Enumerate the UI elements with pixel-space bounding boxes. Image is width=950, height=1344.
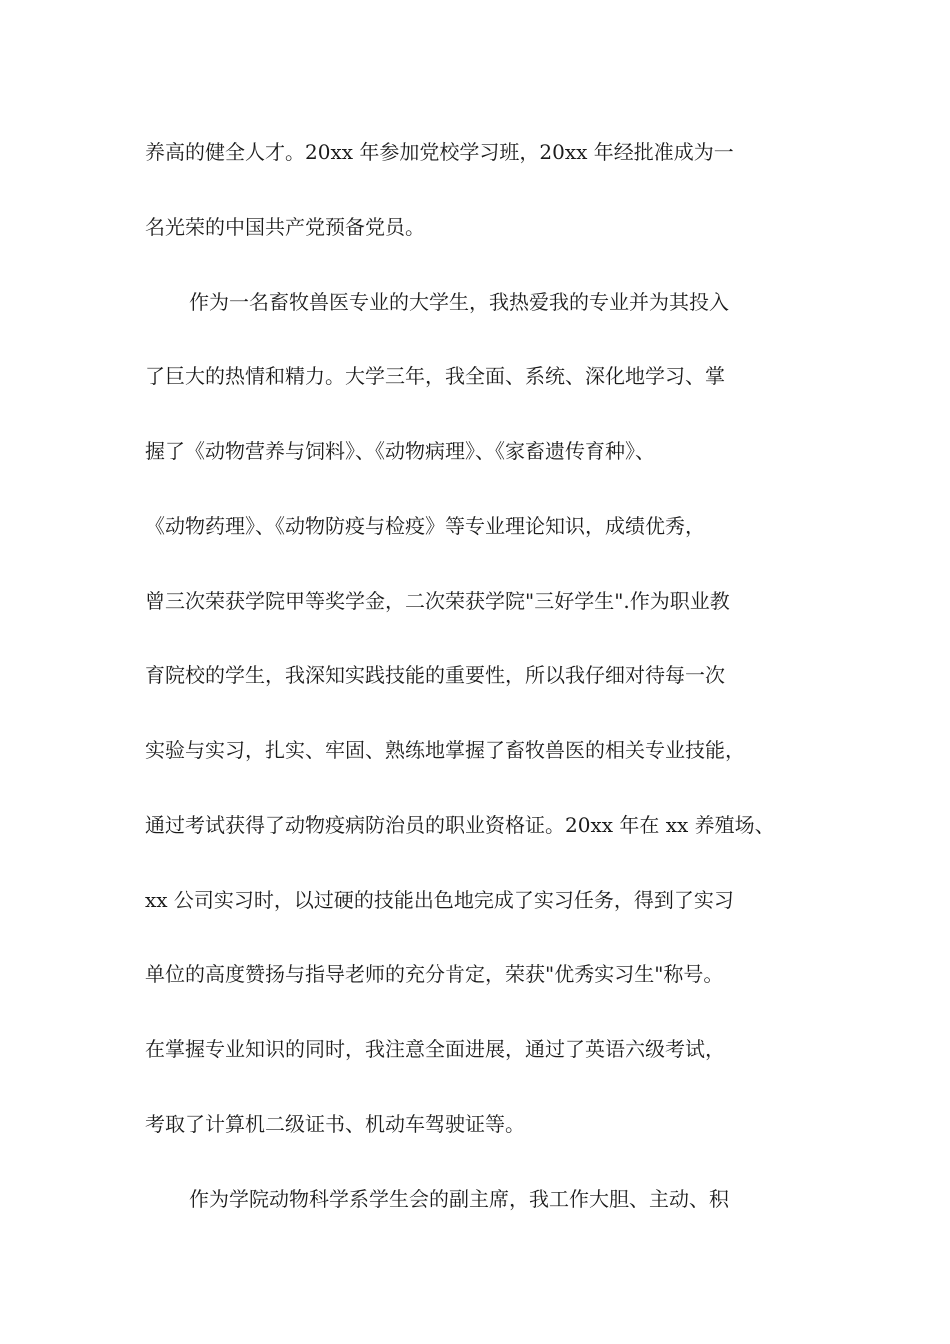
- text-line-13: 在掌握专业知识的同时，我注意全面进展，通过了英语六级考试，: [145, 1037, 725, 1061]
- text-line-10: 通过考试获得了动物疫病防治员的职业资格证。20xx 年在 xx 养殖场、: [145, 813, 775, 837]
- text-line-7: 曾三次荣获学院甲等奖学金，二次荣获学院"三好学生".作为职业教: [145, 589, 730, 613]
- text-line-15: 作为学院动物科学系学生会的副主席，我工作大胆、主动、积: [189, 1187, 729, 1211]
- text-line-9: 实验与实习，扎实、牢固、熟练地掌握了畜牧兽医的相关专业技能，: [145, 738, 745, 762]
- text-line-11: xx 公司实习时，以过硬的技能出色地完成了实习任务，得到了实习: [145, 888, 734, 912]
- text-line-4: 了巨大的热情和精力。大学三年，我全面、系统、深化地学习、掌: [145, 364, 725, 388]
- text-line-6: 《动物药理》、《动物防疫与检疫》等专业理论知识，成绩优秀，: [145, 514, 705, 538]
- text-line-8: 育院校的学生，我深知实践技能的重要性，所以我仔细对待每一次: [145, 663, 725, 687]
- text-line-1: 养高的健全人才。20xx 年参加党校学习班，20xx 年经批准成为一: [145, 140, 734, 164]
- text-line-12: 单位的高度赞扬与指导老师的充分肯定，荣获"优秀实习生"称号。: [145, 962, 724, 986]
- text-line-14: 考取了计算机二级证书、机动车驾驶证等。: [145, 1112, 525, 1136]
- text-line-3: 作为一名畜牧兽医专业的大学生，我热爱我的专业并为其投入: [189, 290, 729, 314]
- text-line-2: 名光荣的中国共产党预备党员。: [145, 215, 425, 239]
- text-line-5: 握了《动物营养与饲料》、《动物病理》、《家畜遗传育种》、: [145, 439, 655, 463]
